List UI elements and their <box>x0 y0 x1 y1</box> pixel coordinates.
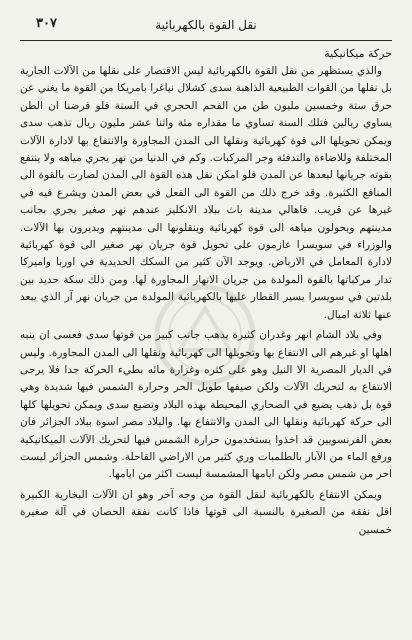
section-heading: حركة ميكانيكية <box>324 47 392 60</box>
paragraph-1: والذي يستظهر من نقل القوة بالكهربائية ليس الاقتصار على نقلها من الآلات الجارية بل نقلها من القوات الطبيعية الذاهبة سدى كشلال نياغرا بامريكا من القوة ما يغني عن حرق ستة وخمسين مليون طن من الفحم الحجري في السنة فلو فرضنا ان الطن يساوي ريالين فتلك السنة تساوي ما مقداره مئة واثنا عشر مليون ريال تذهب سدى ويمكن تحويلها الى قوة كهربائية ونقلها الى المدن المجاورة والانتفاع بها لادارة الآلات المختلفة وللاضاءة والتدفئة وجر المركبات. وكم في الدنيا من نهر يجري مياهه ولا ينتفع بقوته جريانها لبعدها عن المدن فلو امكن نقل هذه القوة الى المدن لصارت بالقوة الى المنافع الكثيرة. وقد خرج ذلك من القوة الى الفعل في بعض المدن ويشرع فيه في غيرها عن قريب. فاهالي مدينة باث ببلاد الانكليز عندهم نهر صغير يجري بجانب مدينتهم ويحولون مياهه الى قوة كهربائية وينقلونها الى مدينتهم ويديرون بها الآلات. والوزراء في سويسرا عازمون على تحويل قوة جريان نهر صغير الى قوة كهربائية لادارة المعامل في الارباض. ويوجد الآن كثير من السكك الحديدية في اوربا واميركا تدار مركباتها بالقوة المولدة من جريان الانهار المجاورة لها. ومن ذلك سكة حديد بين بلدتين في سويسرا يسير القطار عليها بالكهربائية المولدة من جريان نهر آر الذي يبعد عنها ثلاثة اميال. <box>20 65 392 321</box>
running-title: نقل القوة بالكهربائية <box>155 18 257 32</box>
page-number: ٣٠٧ <box>36 16 57 31</box>
header-rule <box>20 40 392 41</box>
paragraph-2: وفي بلاد الشام انهر وغدران كثيرة يذهب جانب كبير من قوتها سدى فعسى ان ينبه اهلها او غيرهم الى الانتفاع بها وتحويلها الى كهربائية ونقلها الى المدن المجاورة. وليس في الديار المصرية الا النيل وهو على كثره وغزارة مائه بطيء الحركة جدا فلا يرجى الانتفاع به لتحريك الآلات ولكن صيفها طويل الحر وحرارة الشمس فيها شديدة وهي قوة بل ذهب يضيع في الصحاري المحيطة بهذه البلاد وتضيع سدى ويمكن تحويلها كلها الى حركة كهربائية ونقلها الى المدن والانتفاع بها. والبلاد مصر اسوة ببلاد الجزائر فان بعض الفرنسويين قد اخذوا يستخدمون حرارة الشمس فيها لتحريك الآلات الميكانيكية ورفع الماء من الآبار بالطلمبات وري كثير من الاراضي القاحلة. وشمس الجزائر ليست احر من شمس مصر ولكن ايامها المشمسة ليست اكثر من ايامها. <box>20 329 392 481</box>
paragraph-3: ويمكن الانتفاع بالكهربائية لنقل القوة من وجه آخر وهو ان الآلات البخارية الكبيرة اقل نفقة من الصغيرة بالنسبة الى قوتها فاذا كانت نفقة الحصان في آلة صغيرة خمسين <box>20 488 392 536</box>
page-header <box>20 14 392 38</box>
watermark-logo-icon <box>150 280 260 390</box>
